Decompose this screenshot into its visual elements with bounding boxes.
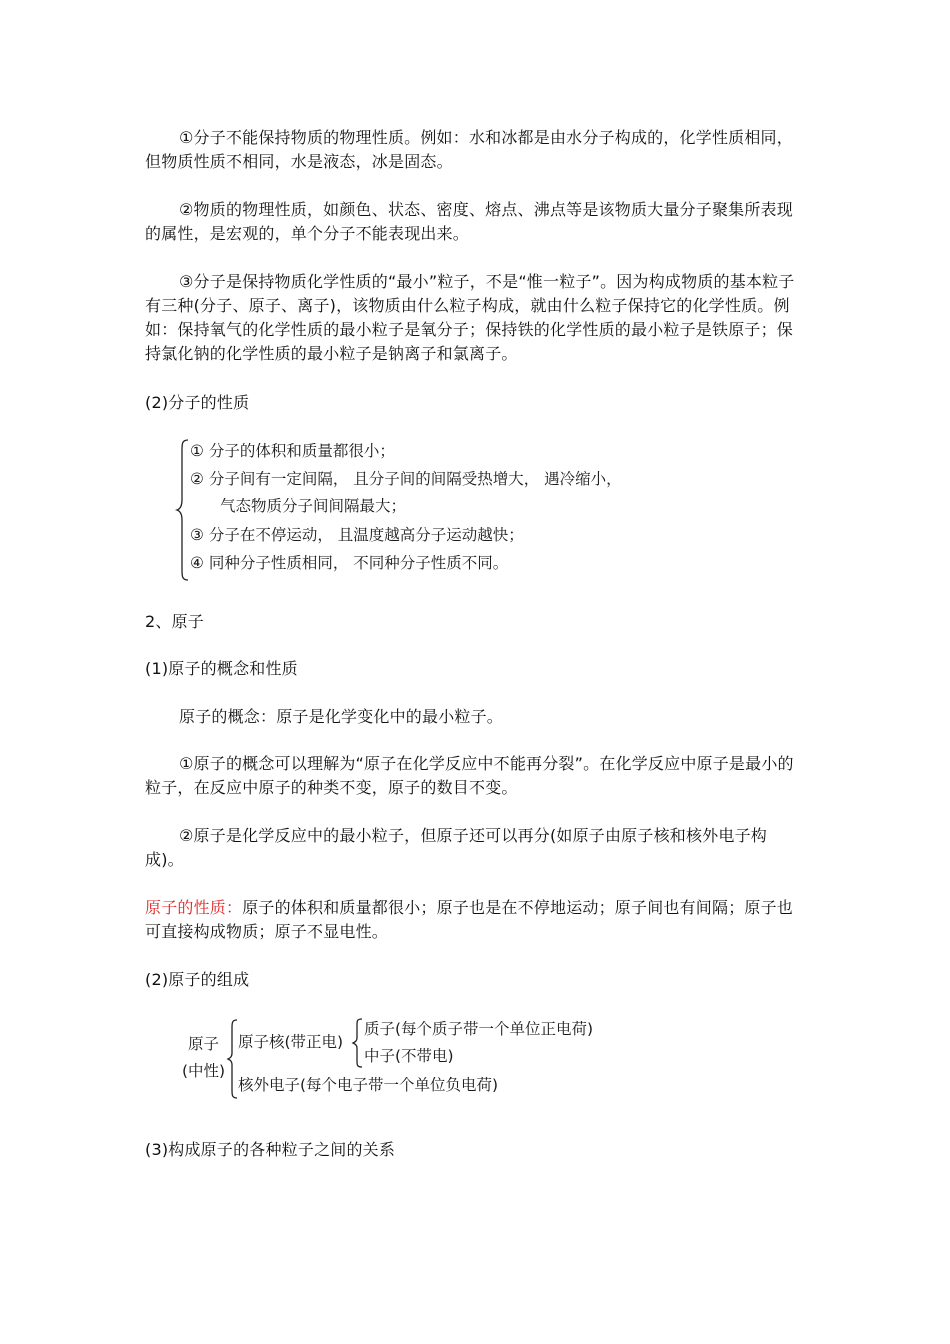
molecule-property-item: ② 分子间有一定间隔， 且分子间的间隔受热增大， 遇冷缩小， (190, 470, 622, 488)
atom-definition: 原子的概念：原子是化学变化中的最小粒子。 (179, 707, 504, 726)
atom-properties-text: 原子的体积和质量都很小；原子也是在不停地运动；原子间也有间隔；原子也可直接构成物质；原子不显电性。 (145, 898, 794, 941)
heading-atom: 2、原子 (145, 612, 204, 631)
left-brace-icon (352, 1017, 364, 1069)
molecule-property-item: 气态物质分子间间隔最大； (220, 497, 407, 515)
paragraph-atom-divisible: ②原子是化学反应中的最小粒子，但原子还可以再分(如原子由原子核和核外电子构成)。 (145, 826, 767, 869)
atom-root-neutral: (中性) (182, 1062, 226, 1080)
heading-molecule-properties: (2)分子的性质 (145, 393, 250, 412)
heading-atom-concept: (1)原子的概念和性质 (145, 659, 298, 678)
molecule-property-item: ③ 分子在不停运动， 且温度越高分子运动越快； (190, 526, 524, 544)
left-brace-icon (176, 438, 190, 582)
atom-root-label: 原子 (188, 1035, 220, 1053)
paragraph-physical-property: ②物质的物理性质，如颜色、状态、密度、熔点、沸点等是该物质大量分子聚集所表现的属性，是宏观的，单个分子不能表现出来。 (145, 200, 793, 243)
heading-particle-relation: (3)构成原子的各种粒子之间的关系 (145, 1140, 396, 1159)
paragraph-atom-indivisible: ①原子的概念可以理解为“原子在化学反应中不能再分裂”。在化学反应中原子是最小的粒子，在反应中原子的种类不变，原子的数目不变。 (145, 754, 794, 797)
electron-label: 核外电子(每个电子带一个单位负电荷) (238, 1076, 499, 1094)
paragraph-molecule-physical: ①分子不能保持物质的物理性质。例如：水和冰都是由水分子构成的，化学性质相同，但物质性质不相同，水是液态，冰是固态。 (145, 128, 793, 171)
atom-properties-label: 原子的性质： (145, 898, 243, 917)
nucleus-label: 原子核(带正电) (238, 1033, 344, 1051)
heading-atom-composition: (2)原子的组成 (145, 970, 250, 989)
proton-label: 质子(每个质子带一个单位正电荷) (364, 1020, 594, 1038)
paragraph-atom-properties (145, 896, 805, 944)
molecule-property-item: ① 分子的体积和质量都很小； (190, 442, 395, 460)
paragraph-smallest-particle: ③分子是保持物质化学性质的“最小”粒子，不是“惟一粒子”。因为构成物质的基本粒子有三种(分子、原子、离子)，该物质由什么粒子构成，就由什么粒子保持它的化学性质。例如：保持氧气的化学性质的最小粒子是氧分子；保持铁的化学性质的最小粒子是铁原子；保持氯化钠的化学性质的最小粒子是钠离子和氯离子。 (145, 272, 795, 363)
neutron-label: 中子(不带电) (364, 1047, 454, 1065)
molecule-property-item: ④ 同种分子性质相同， 不同种分子性质不同。 (190, 554, 509, 572)
